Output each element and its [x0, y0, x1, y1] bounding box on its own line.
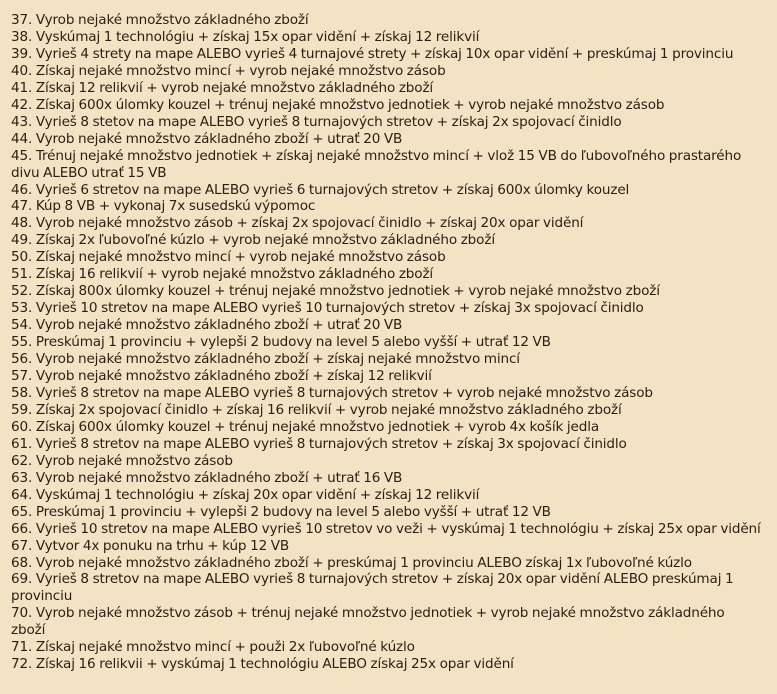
quest-item: 66. Vyrieš 10 stretov na mape ALEBO vyrieš 10 stretov vo veži + vyskúmaj 1 technológiu + získaj 25x opar vidění [11, 520, 761, 537]
quest-item: 56. Vyrob nejaké množstvo základného zboží + získaj nejaké množstvo mincí [11, 351, 520, 368]
quest-item: 44. Vyrob nejaké množstvo základného zboží + utrať 20 VB [11, 130, 403, 147]
quest-item: 48. Vyrob nejaké množstvo zásob + získaj 2x spojovací činidlo + získaj 20x opar vidění [11, 215, 584, 232]
quest-item: 64. Vyskúmaj 1 technológiu + získaj 20x opar vidění + získaj 12 relikvií [11, 486, 480, 503]
quest-item: 62. Vyrob nejaké množstvo zásob [11, 452, 233, 469]
quest-item: 71. Získaj nejaké množstvo mincí + použi 2x ľubovoľné kúzlo [11, 639, 415, 656]
quest-item: 58. Vyrieš 8 stretov na mape ALEBO vyrieš 8 turnajových stretov + vyrob nejaké množstvo zásob [11, 384, 653, 401]
quest-item: 49. Získaj 2x ľubovoľné kúzlo + vyrob nejaké množstvo základného zboží [11, 232, 495, 249]
quest-item: 42. Získaj 600x úlomky kouzel + trénuj nejaké množstvo jednotiek + vyrob nejaké množstvo zásob [11, 96, 665, 113]
quest-item: 39. Vyrieš 4 strety na mape ALEBO vyrieš 4 turnajové strety + získaj 10x opar vidění + preskúmaj 1 provinciu [11, 45, 734, 62]
quest-item: 72. Získaj 16 relikvii + vyskúmaj 1 technológiu ALEBO získaj 25x opar vidění [11, 656, 514, 673]
quest-item: 53. Vyrieš 10 stretov na mape ALEBO vyrieš 10 turnajových stretov + získaj 3x spojovací činidlo [11, 300, 644, 317]
quest-list [11, 12, 761, 673]
quest-item: 45. Trénuj nejaké množstvo jednotiek + získaj nejaké množstvo mincí + vlož 15 VB do ľubovoľného prastarého divu ALEBO utrať 15 VB [11, 147, 742, 181]
quest-item: 50. Získaj nejaké množstvo mincí + vyrob nejaké množstvo zásob [11, 249, 446, 266]
quest-item: 67. Vytvor 4x ponuku na trhu + kúp 12 VB [11, 537, 290, 554]
quest-item: 41. Získaj 12 relikvií + vyrob nejaké množstvo základného zboží [11, 79, 434, 96]
quest-item: 43. Vyrieš 8 stetov na mape ALEBO vyrieš 8 turnajových stretov + získaj 2x spojovací činidlo [11, 113, 622, 130]
quest-item: 51. Získaj 16 relikvií + vyrob nejaké množstvo základného zboží [11, 266, 434, 283]
quest-item: 46. Vyrieš 6 stretov na mape ALEBO vyrieš 6 turnajových stretov + získaj 600x úlomky kouzel [11, 181, 630, 198]
quest-item: 68. Vyrob nejaké množstvo základného zboží + preskúmaj 1 provinciu ALEBO získaj 1x ľubovoľné kúzlo [11, 554, 692, 571]
quest-item: 40. Získaj nejaké množstvo mincí + vyrob nejaké množstvo zásob [11, 62, 446, 79]
quest-item: 70. Vyrob nejaké množstvo zásob + trénuj nejaké množstvo jednotiek + vyrob nejaké množstvo základného zboží [11, 605, 725, 639]
quest-item: 38. Vyskúmaj 1 technológiu + získaj 15x opar vidění + získaj 12 relikvií [11, 28, 480, 45]
quest-item: 52. Získaj 800x úlomky kouzel + trénuj nejaké množstvo jednotiek + vyrob nejaké množstvo zboží [11, 283, 660, 300]
quest-item: 37. Vyrob nejaké množstvo základného zboží [11, 12, 309, 28]
quest-item: 59. Získaj 2x spojovací činidlo + získaj 16 relikvií + vyrob nejaké množstvo základného zboží [11, 401, 622, 418]
quest-item: 60. Získaj 600x úlomky kouzel + trénuj nejaké množstvo jednotiek + vyrob 4x košík jedla [11, 418, 600, 435]
quest-item: 63. Vyrob nejaké množstvo základného zboží + utrať 16 VB [11, 469, 403, 486]
quest-item: 55. Preskúmaj 1 provinciu + vylepši 2 budovy na level 5 alebo vyšší + utrať 12 VB [11, 334, 551, 351]
quest-item: 69. Vyrieš 8 stretov na mape ALEBO vyrieš 8 turnajových stretov + získaj 20x opar vidění ALEBO preskúmaj 1 provinciu [11, 571, 734, 605]
quest-item: 54. Vyrob nejaké množstvo základného zboží + utrať 20 VB [11, 317, 403, 334]
quest-item: 65. Preskúmaj 1 provinciu + vylepši 2 budovy na level 5 alebo vyšší + utrať 12 VB [11, 503, 551, 520]
quest-item: 61. Vyrieš 8 stretov na mape ALEBO vyrieš 8 turnajových stretov + získaj 3x spojovací činidlo [11, 435, 627, 452]
quest-item: 47. Kúp 8 VB + vykonaj 7x susedskú výpomoc [11, 198, 316, 215]
quest-item: 57. Vyrob nejaké množstvo základného zboží + získaj 12 relikvií [11, 368, 432, 385]
